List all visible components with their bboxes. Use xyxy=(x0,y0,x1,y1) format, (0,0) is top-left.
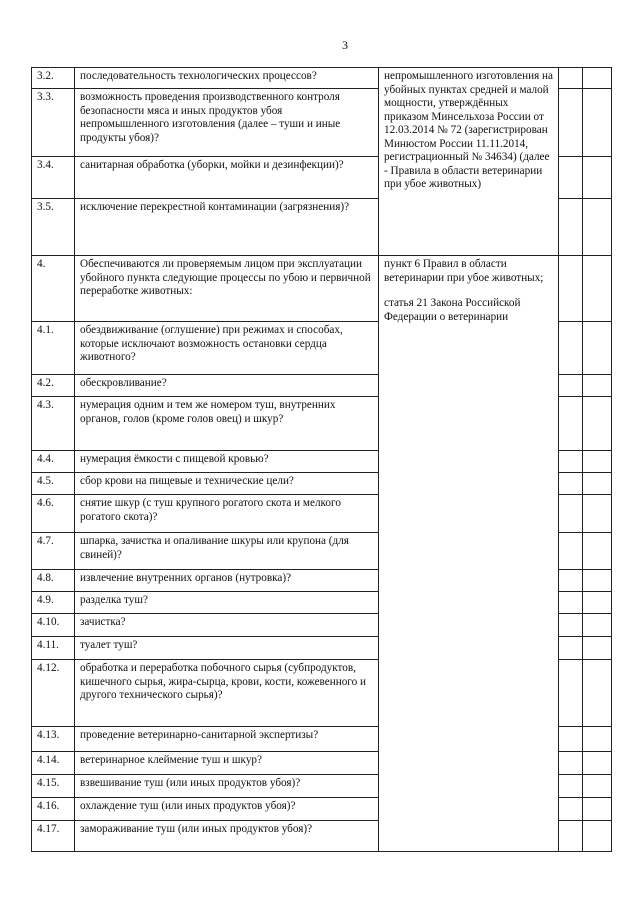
requirement-question: исключение перекрестной контаминации (загрязнения)? xyxy=(75,199,379,256)
row-number: 4.5. xyxy=(32,473,75,495)
row-number: 4.11. xyxy=(32,637,75,660)
row-number: 4. xyxy=(32,256,75,322)
row-number: 4.1. xyxy=(32,322,75,375)
row-number: 4.3. xyxy=(32,397,75,451)
requirement-question: ветеринарное клеймение туш и шкур? xyxy=(75,752,379,775)
answer-cell[interactable] xyxy=(559,533,583,570)
answer-cell[interactable] xyxy=(583,322,612,375)
answer-cell[interactable] xyxy=(559,821,583,852)
requirement-question: извлечение внутренних органов (нутровка)? xyxy=(75,570,379,592)
answer-cell[interactable] xyxy=(559,199,583,256)
answer-cell[interactable] xyxy=(559,68,583,89)
answer-cell[interactable] xyxy=(559,614,583,637)
legal-reference-text: непромышленного изготовления на убойных пунктах средней и малой мощности, утверждённых приказом Минсельхоза России от 12.03.2014 № 72 (зарегистрирован Минюстом России 11.11.2014, регистрационный № 34634) (далее - Правила в области ветеринарии при убое животных) xyxy=(384,70,553,190)
answer-cell[interactable] xyxy=(583,752,612,775)
answer-cell[interactable] xyxy=(559,637,583,660)
row-number: 4.15. xyxy=(32,775,75,798)
answer-cell[interactable] xyxy=(559,727,583,752)
requirement-question: проведение ветеринарно-санитарной экспертизы? xyxy=(75,727,379,752)
row-number: 4.14. xyxy=(32,752,75,775)
answer-cell[interactable] xyxy=(559,322,583,375)
requirement-question: нумерация ёмкости с пищевой кровью? xyxy=(75,451,379,473)
requirement-question: обездвиживание (оглушение) при режимах и способах, которые исключают возможность остановки сердца животного? xyxy=(75,322,379,375)
answer-cell[interactable] xyxy=(583,637,612,660)
answer-cell[interactable] xyxy=(583,451,612,473)
answer-cell[interactable] xyxy=(583,592,612,614)
row-number: 4.8. xyxy=(32,570,75,592)
requirement-question: зачистка? xyxy=(75,614,379,637)
row-number: 4.9. xyxy=(32,592,75,614)
row-number: 4.2. xyxy=(32,375,75,397)
legal-reference-text: пункт 6 Правил в области ветеринарии при убое животных; xyxy=(384,258,544,284)
legal-reference-cell xyxy=(379,68,559,256)
answer-cell[interactable] xyxy=(583,495,612,533)
answer-cell[interactable] xyxy=(583,89,612,157)
row-number: 3.3. xyxy=(32,89,75,157)
row-number: 4.6. xyxy=(32,495,75,533)
answer-cell[interactable] xyxy=(559,473,583,495)
answer-cell[interactable] xyxy=(559,798,583,821)
row-number: 3.5. xyxy=(32,199,75,256)
answer-cell[interactable] xyxy=(559,375,583,397)
answer-cell[interactable] xyxy=(559,570,583,592)
requirement-question: нумерация одним и тем же номером туш, внутренних органов, голов (кроме голов овец) и шкур? xyxy=(75,397,379,451)
answer-cell[interactable] xyxy=(583,256,612,322)
answer-cell[interactable] xyxy=(583,614,612,637)
row-number: 4.16. xyxy=(32,798,75,821)
answer-cell[interactable] xyxy=(559,157,583,199)
row-number: 4.13. xyxy=(32,727,75,752)
requirement-question: разделка туш? xyxy=(75,592,379,614)
answer-cell[interactable] xyxy=(583,660,612,727)
legal-reference-cell xyxy=(379,256,559,852)
answer-cell[interactable] xyxy=(559,775,583,798)
requirement-question: снятие шкур (с туш крупного рогатого скота и мелкого рогатого скота)? xyxy=(75,495,379,533)
answer-cell[interactable] xyxy=(583,533,612,570)
legal-reference-text: статья 21 Закона Российской Федерации о ветеринарии xyxy=(384,297,521,323)
answer-cell[interactable] xyxy=(583,570,612,592)
row-number: 4.12. xyxy=(32,660,75,727)
answer-cell[interactable] xyxy=(583,157,612,199)
answer-cell[interactable] xyxy=(559,451,583,473)
answer-cell[interactable] xyxy=(583,68,612,89)
answer-cell[interactable] xyxy=(559,397,583,451)
requirement-question: замораживание туш (или иных продуктов убоя)? xyxy=(75,821,379,852)
requirement-question: взвешивание туш (или иных продуктов убоя)? xyxy=(75,775,379,798)
requirement-question: обработка и переработка побочного сырья (субпродуктов, кишечного сырья, жира-сырца, крови, кости, кожевенного и другого технического сырья)? xyxy=(75,660,379,727)
requirement-question: шпарка, зачистка и опаливание шкуры или крупона (для свиней)? xyxy=(75,533,379,570)
requirement-question: охлаждение туш (или иных продуктов убоя)? xyxy=(75,798,379,821)
answer-cell[interactable] xyxy=(583,397,612,451)
answer-cell[interactable] xyxy=(559,495,583,533)
row-number: 4.4. xyxy=(32,451,75,473)
answer-cell[interactable] xyxy=(583,199,612,256)
answer-cell[interactable] xyxy=(583,821,612,852)
checklist-table xyxy=(31,67,612,852)
row-number: 3.4. xyxy=(32,157,75,199)
requirement-question: санитарная обработка (уборки, мойки и дезинфекции)? xyxy=(75,157,379,199)
answer-cell[interactable] xyxy=(559,752,583,775)
answer-cell[interactable] xyxy=(583,375,612,397)
answer-cell[interactable] xyxy=(583,727,612,752)
table-row xyxy=(32,256,612,322)
answer-cell[interactable] xyxy=(583,798,612,821)
answer-cell[interactable] xyxy=(583,473,612,495)
answer-cell[interactable] xyxy=(559,256,583,322)
answer-cell[interactable] xyxy=(583,775,612,798)
page-number: 3 xyxy=(342,38,348,52)
table-row xyxy=(32,68,612,89)
requirement-question: сбор крови на пищевые и технические цели? xyxy=(75,473,379,495)
row-number: 4.17. xyxy=(32,821,75,852)
answer-cell[interactable] xyxy=(559,660,583,727)
requirement-question: возможность проведения производственного контроля безопасности мяса и иных продуктов убоя непромышленного изготовления (далее – туши и иные продукты убоя)? xyxy=(75,89,379,157)
row-number: 3.2. xyxy=(32,68,75,89)
requirement-question: Обеспечиваются ли проверяемым лицом при эксплуатации убойного пункта следующие процессы по убою и первичной переработке животных: xyxy=(75,256,379,322)
row-number: 4.10. xyxy=(32,614,75,637)
requirement-question: обескровливание? xyxy=(75,375,379,397)
row-number: 4.7. xyxy=(32,533,75,570)
answer-cell[interactable] xyxy=(559,89,583,157)
requirement-question: туалет туш? xyxy=(75,637,379,660)
answer-cell[interactable] xyxy=(559,592,583,614)
requirement-question: последовательность технологических процессов? xyxy=(75,68,379,89)
